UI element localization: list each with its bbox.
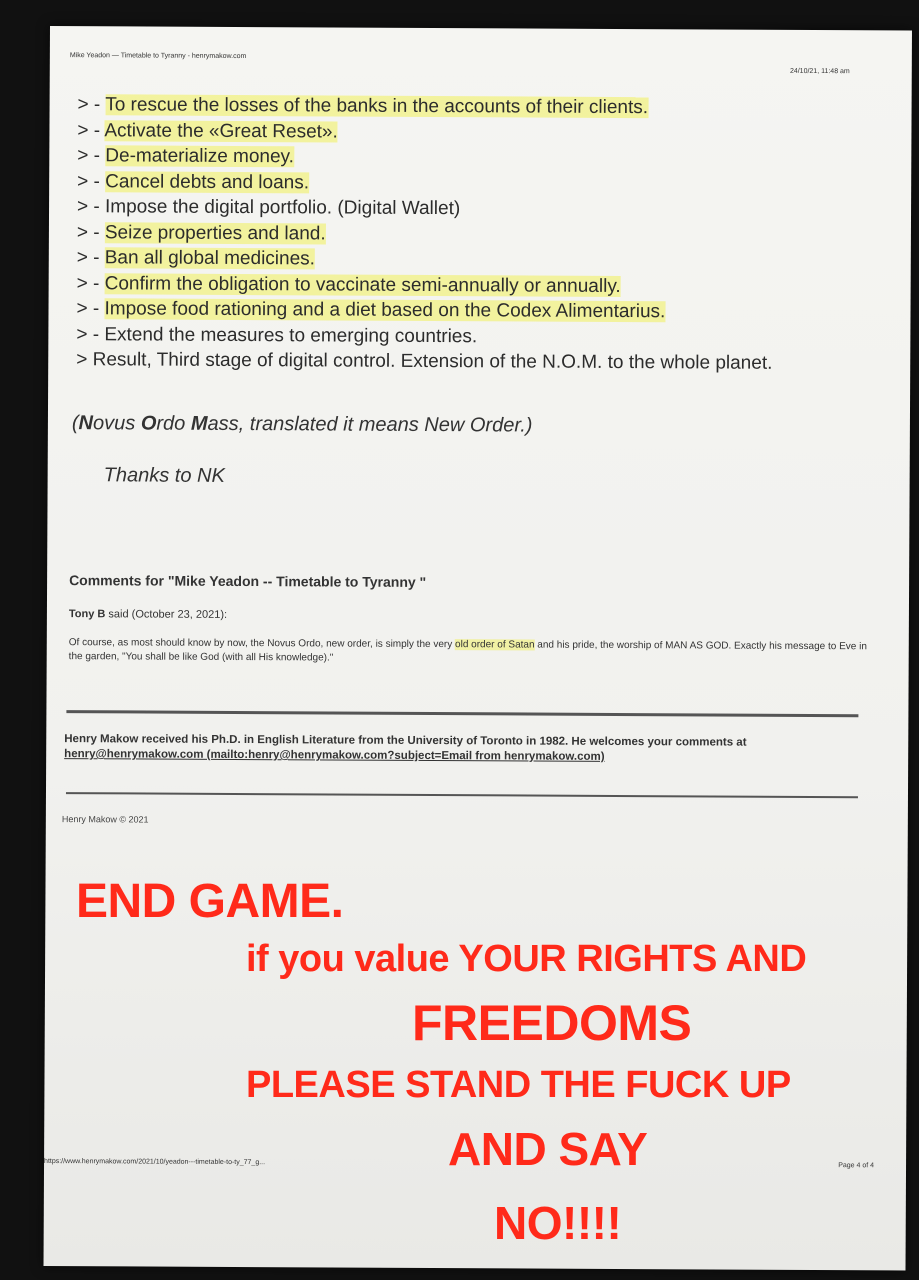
list-item: > - Cancel debts and loans. — [77, 170, 310, 193]
list-item: > - Ban all global medicines. — [76, 247, 316, 270]
list-item: > - To rescue the losses of the banks in the accounts of their clients. — [77, 94, 649, 119]
overlay-line-rights: if you value YOUR RIGHTS AND — [246, 938, 807, 980]
overlay-line-stand-up: PLEASE STAND THE FUCK UP — [246, 1064, 791, 1106]
list-item: > - Extend the measures to emerging countries. — [76, 323, 478, 347]
list-item: > - De-materialize money. — [77, 145, 295, 168]
page-header-date: 24/10/21, 11:48 am — [789, 67, 850, 76]
overlay-line-freedoms: FREEDOMS — [412, 995, 692, 1051]
list-item: > - Confirm the obligation to vaccinate semi-annually or annually. — [76, 272, 621, 297]
footer-page-number: Page 4 of 4 — [838, 1162, 875, 1170]
comment-byline: Tony B said (October 23, 2021): — [68, 608, 228, 621]
divider — [66, 792, 858, 798]
email-link[interactable]: henry@henrymakow.com (mailto:henry@henrymakow.com?subject=Email from henrymakow.com) — [64, 748, 605, 763]
footer-url: https://www.henrymakow.com/2021/10/yeadon---timetable-to-ty_77_g... — [44, 1157, 266, 1167]
overlay-line-and-say: AND SAY — [448, 1123, 648, 1175]
list-item: > - Activate the «Great Reset». — [77, 119, 338, 143]
copyright: Henry Makow © 2021 — [61, 814, 149, 825]
divider — [66, 710, 858, 717]
comment-author: Tony B — [68, 608, 106, 621]
bullet-list — [76, 92, 877, 377]
thanks-line: Thanks to NK — [103, 464, 225, 487]
overlay-line-no: NO!!!! — [494, 1197, 622, 1249]
page-header-title: Mike Yeadon — Timetable to Tyranny - henrymakow.com — [69, 52, 247, 61]
author-bio: Henry Makow received his Ph.D. in English Literature from the University of Toronto in 1982. He welcomes your comments at henry@henrymakow.com (mailto:henry@henrymakow.com?subject=Email from henrymakow.com) — [64, 733, 747, 763]
list-item: > Result, Third stage of digital control. Extension of the N.O.M. to the whole planet. — [76, 349, 773, 374]
overlay-line-end-game: END GAME. — [76, 875, 344, 928]
comments-title: Comments for "Mike Yeadon -- Timetable to Tyranny " — [69, 572, 427, 590]
list-item: > - Seize properties and land. — [76, 221, 326, 244]
list-item: > - Impose the digital portfolio. (Digital Wallet) — [76, 196, 461, 220]
comment-text: Of course, as most should know by now, the Novus Ordo, new order, is simply the very old order of Satan and his pride, the worship of MAN AS GOD. Exactly his message to Eve in the garden, "You shall be like God (with all His knowledge)." — [68, 637, 867, 664]
list-item: > - Impose food rationing and a diet based on the Codex Alimentarius. — [76, 298, 666, 323]
nom-note: (Novus Ordo Mass, translated it means New Order.) — [71, 412, 533, 437]
